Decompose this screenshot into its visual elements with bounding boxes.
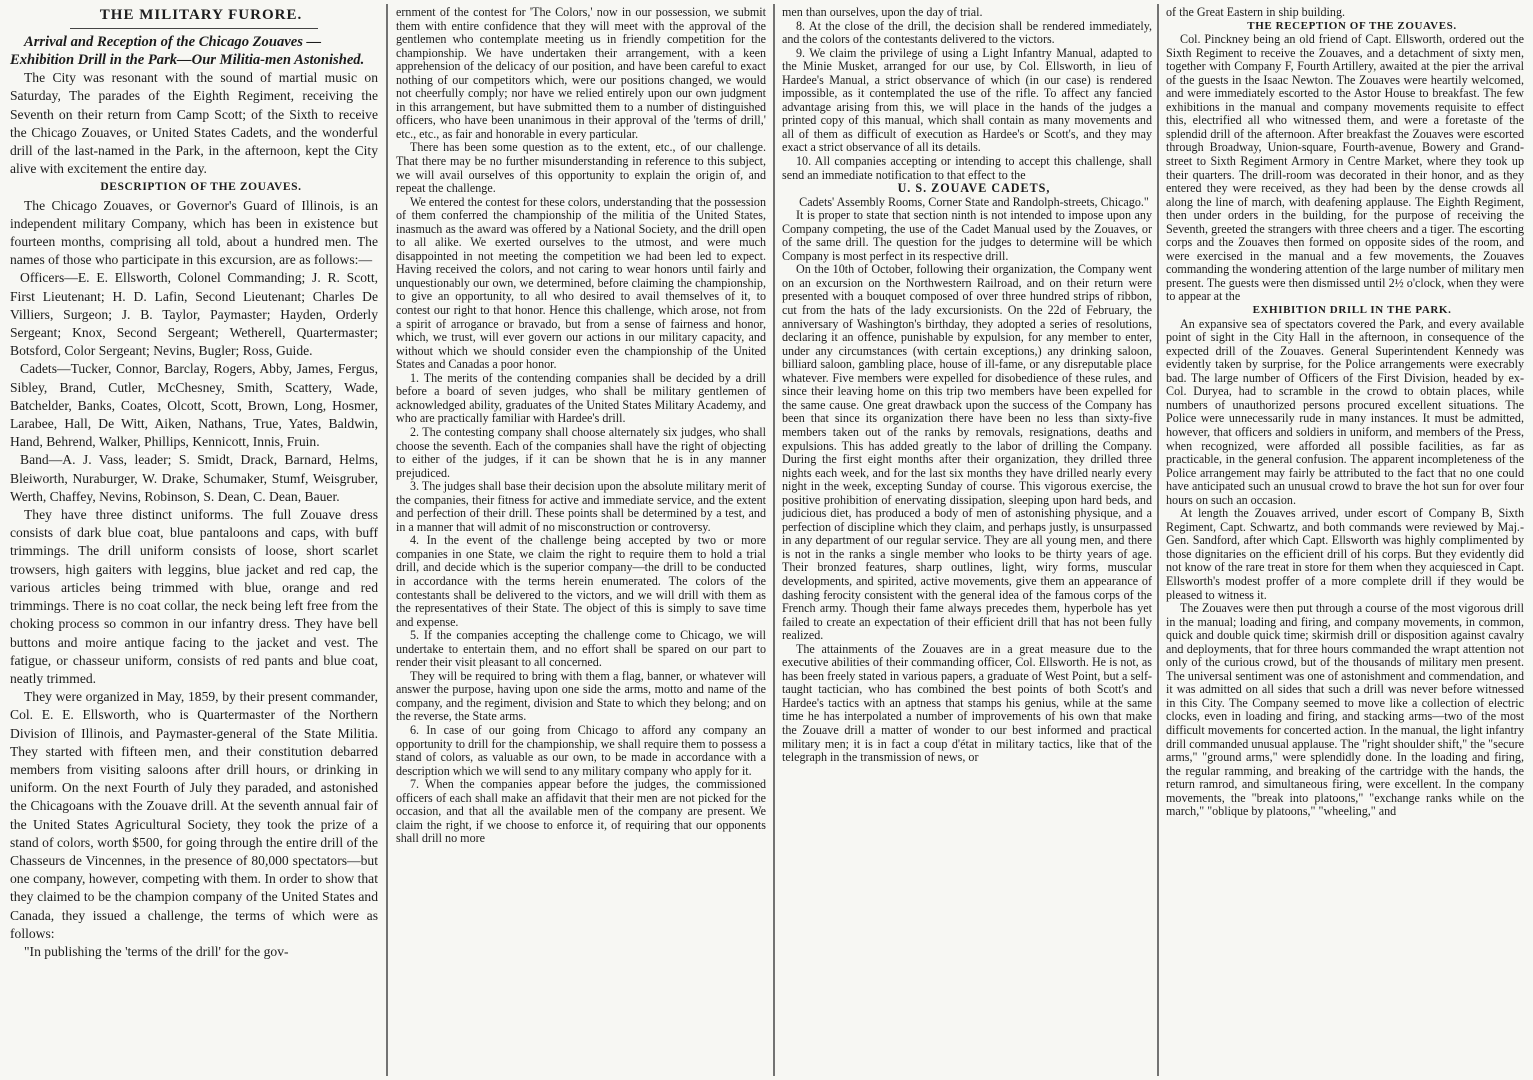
paragraph: At length the Zouaves arrived, under escort of Company B, Sixth Regiment, Capt. Schwartz, and both commands were reviewed by Maj.-Gen. Sandford, after which Capt. Ellsworth was highly complimented by those dignitaries on the efficient drill of his corps. But they evidently did not know of the rare treat in store for them when they acquiesced in Capt. Ellsworth's modest proffer of a more complete drill if they would be pleased to witness it. [1166,506,1524,602]
section-heading: THE RECEPTION OF THE ZOUAVES. [1247,19,1457,32]
article-title: THE MILITARY FURORE. [99,7,303,23]
cadets-list: Cadets—Tucker, Connor, Barclay, Rogers, Abby, James, Fergus, Sibley, Brand, Cutler, McChesney, Smith, Scattery, Wade, Batchelder, Banks, Coates, Olcott, Scott, Brown, Long, Hosmer, Larabee, Hall, De Witt, Aiken, Nathans, True, Yates, Baldwin, Hand, Behrend, Walker, Phillips, Kennicott, Innis, Fruin. [10,361,378,450]
paragraph: 10. All companies accepting or intending to accept this challenge, shall send an immediate notification to that effect to the [782,154,1152,182]
paragraph: men than ourselves, upon the day of trial. [782,6,983,19]
column-4 [1160,6,1530,1076]
paragraph: 1. The merits of the contending companies shall be decided by a drill before a board of seven judges, who shall be military gentlemen of acknowledged ability, graduates of the United States Military Academy, and who are practically familiar with Hardee's drill. [396,370,766,426]
paragraph: The Chicago Zouaves, or Governor's Guard of Illinois, is an independent military Company, which has been in existence but fourteen months, comprising all told, about a hundred men. The names of those who participate in this excursion, are as follows:— [10,197,378,268]
paragraph: There has been some question as to the extent, etc., of our challenge. That there may be no further misunderstanding in reference to this subject, we will avail ourselves of this opportunity to explain the origin of, and repeat the challenge. [396,140,766,196]
paragraph: The Zouaves were then put through a course of the most vigorous drill in the manual; loading and firing, and company movements, in common, quick and double quick time; skirmish drill or disposition against cavalry and deployments, that for three hours commanded the wrapt attention not only of the curious crowd, but of the thousands of military men present. The universal sentiment was one of astonishment and commendation, and it was admitted on all sides that such a drill was never before witnessed in this City. The Company seemed to move like a collection of electric clocks, even in loading and firing, and stacking arms—two of the most difficult movements for concerted action. In the manual, the light infantry drill commanded unusual applause. The "right shoulder shift," the "secure arms," "ground arms," were splendidly done. In the loading and firing, the regular ramming, and breaking of the cartridge with the hands, the return ramrod, and simultaneous firing, were excellent. In the company movements, the "break into platoons," "exchange ranks while on the march," "oblique by platoons," "wheeling," and [1166,601,1524,819]
paragraph: 4. In the event of the challenge being accepted by two or more companies in one State, we claim the right to require them to hold a trial drill, and decide which is the superior company—the drill to be conducted in accordance with the terms herein enumerated. The colors of the contestants shall be delivered to the victors, and we will drill with them as the representatives of their State. The object of this is simply to save time and expense. [396,533,766,629]
paragraph: It is proper to state that section ninth is not intended to impose upon any Company competing, the use of the Cadet Manual used by the Zouaves, or of the same drill. The question for the judges to determine will be which Company is most perfect in its respective drill. [782,208,1152,263]
paragraph: 6. In case of our going from Chicago to afford any company an opportunity to drill for the championship, we shall require them to possess a stand of colors, as valuable as our own, to be made in accordance with a description which we will send to any military company who apply for it. [396,722,766,778]
paragraph: of the Great Eastern in ship building. [1166,6,1346,19]
section-heading: DESCRIPTION OF THE ZOUAVES. [100,181,302,194]
paragraph: "In publishing the 'terms of the drill' for the gov- [24,943,289,959]
paragraph: 8. At the close of the drill, the decision shall be rendered immediately, and the colors of the contestants delivered to the victors. [782,18,1152,47]
paragraph: 5. If the companies accepting the challenge come to Chicago, we will undertake to entertain them, and no effort shall be spared on our part to render their visit pleasant to all concerned. [396,628,766,670]
paragraph: They have three distinct uniforms. The full Zouave dress consists of dark blue coat, blue pantaloons and caps, with buff trimmings. The drill uniform consists of loose, short scarlet trowsers, high gaiters with leggins, blue jacket and red cap, the various articles being trimmed with blue, orange and red trimmings. There is no coat collar, the neck being left free from the choking process so common in our infantry dress. They have bell buttons and moire antique facing to the jacket and vest. The fatigue, or chasseur uniform, consists of red pants and blue coat, neatly trimmed. [10,507,378,686]
paragraph: The attainments of the Zouaves are in a great measure due to the executive abilities of their commanding officer, Col. Ellsworth. He is not, as has been freely stated in various papers, a graduate of West Point, but a self-taught tactician, who has combined the best points of both Scott's and Hardee's tactics with an aptness that stamps his genius, while at the same time he has interpolated a number of improvements of his own that make the Zouave drill a matter of wonder to our best informed and practical military men; it is in fact a coup d'état in military tactics, like that of the telegraph in the transmission of news, or [782,641,1152,765]
column-2 [390,6,772,1076]
column-rule [773,4,775,1076]
paragraph: They were organized in May, 1859, by their present commander, Col. E. E. Ellsworth, who is Quartermaster of the Northern Division of Illinois, and Paymaster-general of the State Militia. They started with fifteen men, and their constitution debarred members from visiting saloons after drill hours, or drinking in uniform. On the next Fourth of July they paraded, and astonished the Chicagoans with the Zouave drill. At the seventh annual fair of the United States Agricultural Society, they took the prize of a stand of colors, worth $500, for going through the entire drill of the Chasseurs de Vincennes, in the presence of 80,000 spectators—but one company, however, competing with them. In order to show that they claimed to be the champion company of the United States and Canada, they issued a challenge, the terms of which were as follows: [10,689,378,941]
paragraph: Col. Pinckney being an old friend of Capt. Ellsworth, ordered out the Sixth Regiment to receive the Zouaves, and a detachment of sixty men, together with Company F, Fourth Artillery, awaited at the pier the arrival of the guests in the Isaac Newton. The Zouaves were heartily welcomed, and were immediately escorted to the Astor House to breakfast. The few exhibitions in the manual and company movements requisite to effect this, electrified all who witnessed them, and were a foretaste of the splendid drill of the afternoon. After breakfast the Zouaves were escorted through Broadway, Union-square, Fourth-avenue, Bowery and Grand-street to Sixth Regiment Armory in Centre Market, where they took up their quarters. The drill-room was decorated in their honor, and as they entered they were received, as they had been by the dense crowds all along the line of march, with deafening applause. The Eighth Regiment, then under orders in the building, for the purpose of receiving the Seventh, greeted the strangers with three cheers and a tiger. The escorting corps and the Zouaves then formed on opposite sides of the room, and were exercised in the manual and a few movements, the Zouaves commanding the wondering attention of the large number of military men present. The guests were then dismissed until 2½ o'clock, when they were to appear at the [1166,32,1524,304]
paragraph: On the 10th of October, following their organization, the Company went on an excursion on the Northwestern Railroad, and on their return were presented with a bouquet composed of over three hundred strips of ribbon, cut from the hats of the lady excursionists. On the 22d of February, the anniversary of Washington's birthday, they adopted a series of resolutions, declaring it an offence, punishable by expulsion, for any member to enter, under any circumstances (with certain exceptions,) any drinking saloon, billiard saloon, gambling place, house of ill-fame, or any disreputable place whatever. Five members were expelled for disobedience of these rules, and since their leaving home on this trip two members have been expelled for the same cause. One great drawback upon the success of the Company has been that since its organization there have been no less than sixty-five members taken out of the ranks by removals, resignations, deaths and expulsions. This has added greatly to the labor of drilling the Company. During the first eight months after their organization, they drilled three nights each week, and for the last six months they have drilled nearly every night in the week, excepting Sunday of course. This vigorous exercise, the positive prohibition of enervating dissipation, sleeping upon hard beds, and judicious diet, has produced a body of men of astonishing physique, and a perfection of discipline which they claim, and perhaps justly, is unsurpassed in any department of our regular service. They are all young men, and there is not in the ranks a single member who looks to be thirty years of age. Their bronzed features, sharp outlines, light, wiry forms, muscular developments, and spirited, active movements, give them an appearance of dashing ferocity consistent with the general idea of the famous corps of the French army. Though their fame always precedes them, hyperbole has yet failed to create an expectation of their efficient drill that has not been fully realized. [782,262,1152,643]
signature: U. S. ZOUAVE CADETS, [897,181,1051,196]
column-rule [386,4,388,1076]
article-subhead: Arrival and Reception of the Chicago Zouaves —Exhibition Drill in the Park—Our Militia-men Astonished. [10,34,365,69]
officers-list: Officers—E. E. Ellsworth, Colonel Commanding; J. R. Scott, First Lieutenant; H. D. Lafin, Second Lieutenant; Charles De Villiers, Surgeon; J. B. Taylor, Paymaster; Hayden, Orderly Sergeant; Knox, Second Sergeant; Wetherell, Quartermaster; Botsford, Color Sergeant; Nevins, Bugler; Ross, Guide. [10,270,378,359]
roster [10,269,378,506]
paragraph: We entered the contest for these colors, understanding that the possession of them conferred the championship of the militia of the United States, inasmuch as the award was offered by a National Society, and the drill open to all alike. We exerted ourselves to the utmost, and were much disappointed in not meeting the competition we had been led to expect. Having received the colors, and not caring to wear honors until fairly and unquestionably our own, we determined, before claiming the championship, to give an opportunity, to all who desired to avail themselves of it, to contest our right to that honor. Hence this challenge, which arose, not from a spirit of arrogance or bravado, but from a sense of fairness and honor, which, we trust, will ever govern our actions in our military capacity, and without which we should consider even the championship of the United States and Canadas a poor honor. [396,194,766,372]
title-divider [70,28,318,29]
signature-address: Cadets' Assembly Rooms, Corner State and Randolph-streets, Chicago." [799,194,1149,209]
paragraph: ernment of the contest for 'The Colors,' now in our possession, we submit them with entire confidence that they will meet with the approval of the gentlemen who contemplate meeting us in friendly competition for the championship. We have undertaken their arrangement, with a keen apprehension of the delicacy of our position, and have been careful to exact nothing of our competitors which, were our positions changed, we would not cheerfully comply; nor have we relied entirely upon our own judgment in this arrangement, but have submitted them to a number of distinguished officers, who have been unanimous in their approval of the 'terms of drill,' etc., etc., as fair and honorable in every particular. [396,6,766,141]
paragraph: 9. We claim the privilege of using a Light Infantry Manual, adapted to the Minie Musket, arranged for our use, by Col. Ellsworth, in lieu of Hardee's Manual, a strict observance of which (in our case) is rendered impossible, as it contemplated the use of the rifle. To affect any fancied advantage arising from this, we will place in the hands of the judges a printed copy of this manual, which shall contain as many movements and all of them as difficult of execution as Hardee's or Scott's, and they may exact a strict observance of all its details. [782,45,1152,155]
column-3 [776,6,1158,1076]
paragraph: An expansive sea of spectators covered the Park, and every available point of sight in the City Hall in the afternoon, in consequence of the expected drill of the Zouaves. General Superintendent Kennedy was evidently taken by surprise, for the Police arrangements were execrably bad. The large number of Officers of the First Division, headed by ex-Col. Duryea, had to scramble in the crowd to obtain places, while numbers of unauthorized persons procured excellent situations. The Police were unnecessarily rude in many instances. It must be admitted, however, that officers and soldiers in uniform, and members of the Press, when recognized, were afforded all possible facilities, as far as practicable, in the general confusion. The apparent incompleteness of the Police arrangement may fairly be attributed to the fact that no one could have anticipated such an unusual crowd to brave the hot sun for over four hours on such an occasion. [1166,316,1524,507]
paragraph: 7. When the companies appear before the judges, the commissioned officers of each shall make an affidavit that their men are not picked for the occasion, and that all the available men of the company are present. We claim the right, if we choose to enforce it, of requiring that our opponents shall drill no more [396,777,766,846]
paragraph: The City was resonant with the sound of martial music on Saturday, The parades of the Eighth Regiment, receiving the Seventh on their return from Camp Scott; of the Sixth to receive the Chicago Zouaves, or United States Cadets, and the wonderful drill of the last-named in the Park, in the afternoon, kept the City alive with excitement the entire day. [10,70,378,177]
paragraph: 2. The contesting company shall choose alternately six judges, who shall choose the seventh. Each of the companies shall have the right of objecting to either of the judges, if it can be shown that he is in any manner prejudiced. [396,424,766,480]
column-1 [4,6,384,1076]
band-list: Band—A. J. Vass, leader; S. Smidt, Drack, Barnard, Helms, Bleiworth, Nuraburger, W. Drake, Schumaker, Stumf, Weisgruber, Werth, Chaffey, Nevins, Robinson, S. Dean, C. Dean, Bauer. [10,452,378,504]
paragraph: 3. The judges shall base their decision upon the absolute military merit of the companies, their fitness for active and immediate service, and the extent and perfection of their drill. These points shall be determined by a test, and in a manner that will admit of no misconstruction or controversy. [396,479,766,534]
paragraph: They will be required to bring with them a flag, banner, or whatever will answer the purpose, having upon one side the arms, motto and name of the company, and the regiment, division and State to which they belong; and on the reverse, the State arms. [396,668,766,724]
section-heading: EXHIBITION DRILL IN THE PARK. [1252,304,1452,317]
